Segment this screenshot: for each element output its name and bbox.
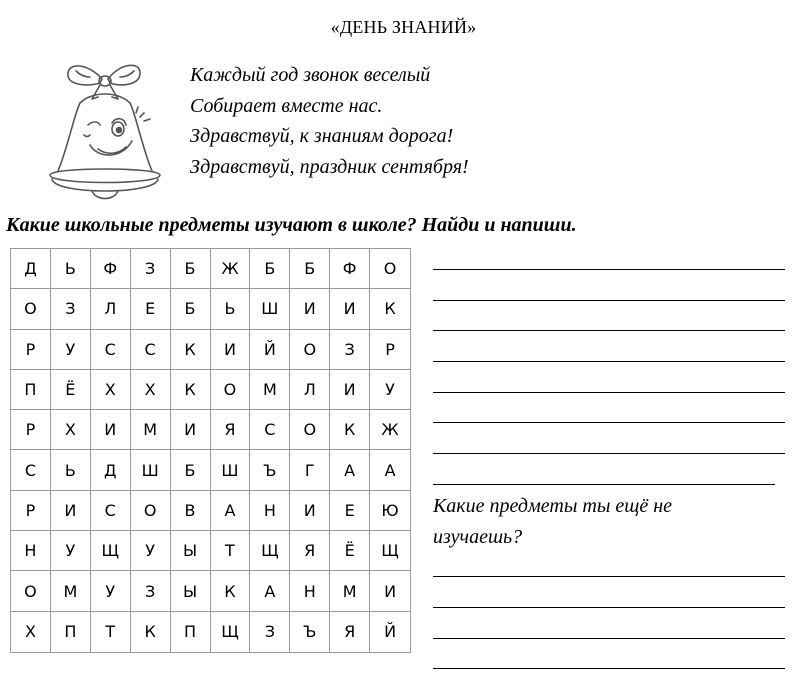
letter-cell[interactable]: И <box>370 571 410 611</box>
answer-line[interactable] <box>433 361 785 362</box>
poem-line: Собирает вместе нас. <box>190 94 383 117</box>
letter-cell[interactable]: О <box>211 370 251 410</box>
letter-cell[interactable]: Щ <box>250 531 290 571</box>
poem-line: Здравствуй, праздник сентября! <box>190 155 469 178</box>
letter-cell[interactable]: У <box>370 370 410 410</box>
letter-cell[interactable]: И <box>290 491 330 531</box>
letter-cell[interactable]: А <box>370 450 410 490</box>
letter-cell[interactable]: О <box>131 491 171 531</box>
page-title: «ДЕНЬ ЗНАНИЙ» <box>330 17 477 37</box>
letter-cell[interactable]: Б <box>290 249 330 289</box>
letter-cell[interactable]: К <box>171 370 211 410</box>
answer-line[interactable] <box>433 300 785 301</box>
letter-cell[interactable]: О <box>370 249 410 289</box>
word-search-grid <box>10 248 411 653</box>
letter-cell[interactable]: Д <box>11 249 51 289</box>
letter-cell[interactable]: П <box>171 612 211 652</box>
letter-cell[interactable]: З <box>131 249 171 289</box>
letter-cell[interactable]: Ф <box>91 249 131 289</box>
letter-cell[interactable]: Я <box>330 612 370 652</box>
letter-cell[interactable]: К <box>211 571 251 611</box>
letter-cell[interactable]: Р <box>11 330 51 370</box>
letter-cell[interactable]: Ё <box>330 531 370 571</box>
letter-cell[interactable]: М <box>131 410 171 450</box>
letter-cell[interactable]: Б <box>250 249 290 289</box>
letter-cell[interactable]: Н <box>250 491 290 531</box>
letter-cell[interactable]: О <box>11 571 51 611</box>
answer-line[interactable] <box>433 330 785 331</box>
letter-cell[interactable]: Ъ <box>290 612 330 652</box>
letter-cell[interactable]: И <box>51 491 91 531</box>
letter-cell[interactable]: К <box>171 330 211 370</box>
letter-cell[interactable]: С <box>91 330 131 370</box>
letter-cell[interactable]: Т <box>211 531 251 571</box>
letter-cell[interactable]: З <box>250 612 290 652</box>
letter-cell[interactable]: Ы <box>171 531 211 571</box>
letter-cell[interactable]: Ь <box>51 249 91 289</box>
letter-cell[interactable]: В <box>171 491 211 531</box>
letter-cell[interactable]: М <box>51 571 91 611</box>
letter-cell[interactable]: К <box>131 612 171 652</box>
letter-cell[interactable]: К <box>330 410 370 450</box>
letter-cell[interactable]: Ж <box>370 410 410 450</box>
letter-cell[interactable]: Щ <box>211 612 251 652</box>
letter-cell[interactable]: Ю <box>370 491 410 531</box>
letter-cell[interactable]: С <box>11 450 51 490</box>
letter-cell[interactable]: У <box>51 330 91 370</box>
task-question: Какие школьные предметы изучают в школе? Найди и напиши. <box>6 214 577 236</box>
letter-cell[interactable]: С <box>91 491 131 531</box>
letter-cell[interactable]: Щ <box>370 531 410 571</box>
letter-cell[interactable]: И <box>211 330 251 370</box>
answer-line[interactable] <box>433 638 785 639</box>
letter-cell[interactable]: И <box>330 370 370 410</box>
letter-cell[interactable]: Б <box>171 450 211 490</box>
letter-cell[interactable]: П <box>11 370 51 410</box>
letter-cell[interactable]: Ы <box>171 571 211 611</box>
letter-cell[interactable]: М <box>250 370 290 410</box>
letter-cell[interactable]: И <box>171 410 211 450</box>
answer-line[interactable] <box>433 607 785 608</box>
sub-question: Какие предметы ты ещё не изучаешь? <box>433 495 673 548</box>
letter-cell[interactable]: Ш <box>211 450 251 490</box>
letter-cell[interactable]: Х <box>131 370 171 410</box>
letter-cell[interactable]: Ъ <box>250 450 290 490</box>
letter-cell[interactable]: О <box>11 289 51 329</box>
letter-cell[interactable]: Б <box>171 289 211 329</box>
letter-cell[interactable]: Р <box>11 410 51 450</box>
letter-cell[interactable]: А <box>211 491 251 531</box>
letter-cell[interactable]: З <box>51 289 91 329</box>
letter-cell[interactable]: Ш <box>131 450 171 490</box>
letter-cell[interactable]: Н <box>11 531 51 571</box>
letter-cell[interactable]: Д <box>91 450 131 490</box>
letter-cell[interactable]: С <box>131 330 171 370</box>
answer-line[interactable] <box>433 422 785 423</box>
answer-line[interactable] <box>433 668 785 669</box>
letter-cell[interactable]: П <box>51 612 91 652</box>
letter-cell[interactable]: И <box>91 410 131 450</box>
poem-line: Каждый год звонок веселый <box>190 64 431 86</box>
letter-cell[interactable]: Г <box>290 450 330 490</box>
letter-cell[interactable]: Р <box>370 330 410 370</box>
letter-cell[interactable]: У <box>51 531 91 571</box>
poem-line: Здравствуй, к знаниям дорога! <box>190 125 454 147</box>
letter-cell[interactable]: Б <box>171 249 211 289</box>
letter-cell[interactable]: Ж <box>211 249 251 289</box>
letter-cell[interactable]: Л <box>290 370 330 410</box>
letter-cell[interactable]: Р <box>11 491 51 531</box>
letter-cell[interactable]: И <box>290 289 330 329</box>
letter-cell[interactable]: У <box>91 571 131 611</box>
letter-cell[interactable]: Е <box>330 491 370 531</box>
letter-cell[interactable]: Ь <box>211 289 251 329</box>
letter-cell[interactable]: Я <box>290 531 330 571</box>
letter-cell[interactable]: Ё <box>51 370 91 410</box>
poem <box>190 60 469 182</box>
letter-cell[interactable]: Х <box>11 612 51 652</box>
letter-cell[interactable]: З <box>330 330 370 370</box>
letter-cell[interactable]: М <box>330 571 370 611</box>
answer-line[interactable] <box>433 453 785 454</box>
letter-cell[interactable]: Ф <box>330 249 370 289</box>
letter-cell[interactable]: Н <box>290 571 330 611</box>
answer-line[interactable] <box>433 392 785 393</box>
letter-cell[interactable]: С <box>250 410 290 450</box>
letter-cell[interactable]: Х <box>51 410 91 450</box>
bell-mascot-icon <box>40 55 170 205</box>
letter-cell[interactable]: А <box>250 571 290 611</box>
answer-line[interactable] <box>433 484 775 485</box>
answer-line[interactable] <box>433 269 785 270</box>
letter-cell[interactable]: Е <box>131 289 171 329</box>
letter-cell[interactable]: О <box>290 330 330 370</box>
letter-cell[interactable]: У <box>131 531 171 571</box>
letter-cell[interactable]: О <box>290 410 330 450</box>
letter-cell[interactable]: Ь <box>51 450 91 490</box>
letter-cell[interactable]: Х <box>91 370 131 410</box>
letter-cell[interactable]: Я <box>211 410 251 450</box>
letter-cell[interactable]: А <box>330 450 370 490</box>
letter-cell[interactable]: Й <box>384 622 397 642</box>
answer-line[interactable] <box>433 576 785 577</box>
letter-cell[interactable]: Т <box>91 612 131 652</box>
letter-cell[interactable]: Й <box>250 330 290 370</box>
letter-cell[interactable]: К <box>370 289 410 329</box>
letter-cell[interactable]: Щ <box>91 531 131 571</box>
letter-cell[interactable]: Л <box>91 289 131 329</box>
letter-cell[interactable]: И <box>330 289 370 329</box>
letter-cell[interactable]: З <box>131 571 171 611</box>
letter-cell[interactable]: Ш <box>250 289 290 329</box>
